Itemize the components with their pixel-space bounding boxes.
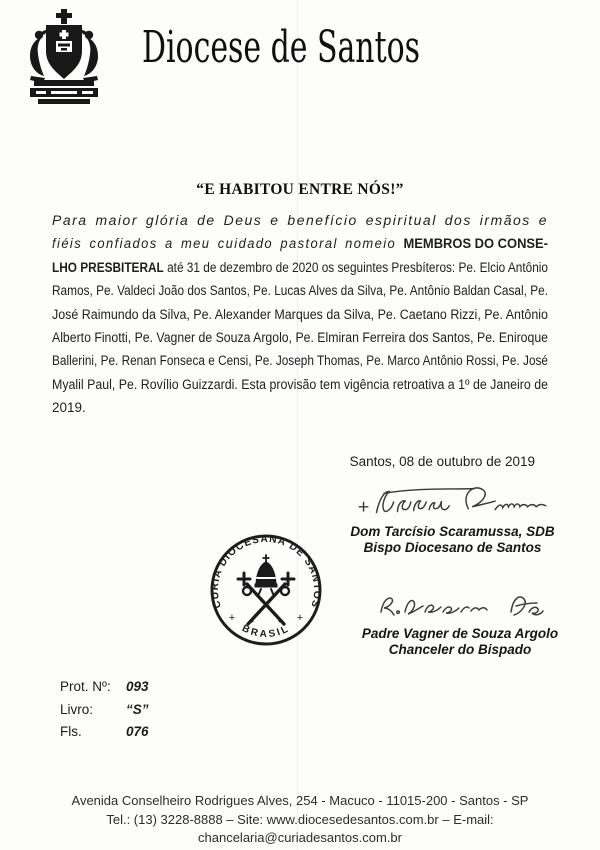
body-line (52, 256, 548, 279)
footer (0, 792, 600, 848)
body-line (52, 326, 548, 349)
footer-address: Avenida Conselheiro Rodrigues Alves, 254 - Macuco - 11015-200 - Santos - SP (71, 793, 529, 808)
mitre-and-crossed-keys-icon (238, 555, 294, 624)
footer-email: chancelaria@curiadesantos.com.br (198, 830, 402, 845)
bishop-name: Dom Tarcísio Scaramussa, SDB (350, 524, 555, 539)
bishop-role: Bispo Diocesano de Santos (363, 540, 542, 555)
body-line (52, 349, 548, 372)
registry-row (60, 699, 149, 722)
dateline: Santos, 08 de outubro de 2019 (349, 454, 535, 469)
seal-right-cross-icon: + (296, 612, 304, 624)
body-line-text: fiéis confiados a meu cuidado pastoral nomeio MEMBROS DO CONSE- (52, 236, 548, 252)
seal-left-cross-icon: + (228, 612, 236, 624)
registry-value: “S” (126, 701, 149, 717)
registry-value: 076 (126, 724, 149, 739)
registry-row (60, 676, 149, 699)
page-title (142, 22, 551, 73)
body-line (52, 209, 548, 232)
registry-row (60, 721, 149, 744)
registry-value: 093 (126, 679, 149, 694)
diocese-coat-of-arms-icon (18, 8, 110, 108)
body-line (52, 279, 548, 302)
body-line-text: LHO PRESBITERAL até 31 de dezembro de 2020 os seguintes Presbíteros: Pe. Elcio Antônio (52, 259, 548, 275)
chancellor-role: Chanceler do Bispado (388, 642, 532, 657)
registry-block (60, 676, 149, 744)
bishop-signature-block (330, 480, 575, 556)
body-line-text: Ramos, Pe. Valdeci João dos Santos, Pe. Lucas Alves da Silva, Pe. Antônio Baldan Casal, Pe. (52, 283, 548, 299)
body-line-text: José Raimundo da Silva, Pe. Alexander Marques da Silva, Pe. Caetano Rizzi, Pe. Antônio (52, 306, 548, 322)
body-line-text: Alberto Finotti, Pe. Vagner de Souza Argolo, Pe. Elmiran Ferreira dos Santos, Pe. Eniroque (52, 329, 548, 345)
document-body (52, 209, 548, 420)
body-line (52, 396, 548, 419)
body-line-text: Myalil Paul, Pe. Rovílio Guizzardi. Esta provisão tem vigência retroativa a 1º de Janeiro de (52, 376, 548, 392)
registry-label: Fls. (60, 724, 82, 739)
footer-contact: Tel.: (13) 3228-8888 – Site: www.diocesedesantos.com.br – E-mail: (106, 811, 494, 827)
body-line-text: Para maior glória de Deus e benefício espiritual dos irmãos e (52, 213, 548, 228)
body-line (52, 373, 548, 396)
chancellor-signature-block (345, 586, 575, 658)
seal-arc-text: CURIA DIOCESANA DE SANTOS (209, 533, 323, 610)
document-heading: “E HABITOU ENTRE NÓS!” (196, 181, 404, 198)
body-line-text: 2019. (52, 400, 86, 416)
page-title-text: Diocese de Santos (142, 22, 420, 73)
scan-crease-line (297, 0, 298, 850)
chancellor-handwritten-signature-icon (373, 586, 548, 626)
body-line (52, 303, 548, 326)
registry-label: Livro: (60, 701, 94, 717)
chancellor-name: Padre Vagner de Souza Argolo (361, 626, 559, 641)
bishop-handwritten-signature-icon (345, 480, 560, 524)
body-line-text: Ballerini, Pe. Renan Fonseca e Censi, Pe. Joseph Thomas, Pe. Marco Antônio Rossi, Pe. José (52, 353, 548, 369)
body-line (52, 232, 548, 255)
seal-bottom-text: BRASIL (240, 623, 292, 641)
registry-label: Prot. Nº: (60, 679, 111, 694)
curia-diocesana-seal (207, 531, 325, 649)
